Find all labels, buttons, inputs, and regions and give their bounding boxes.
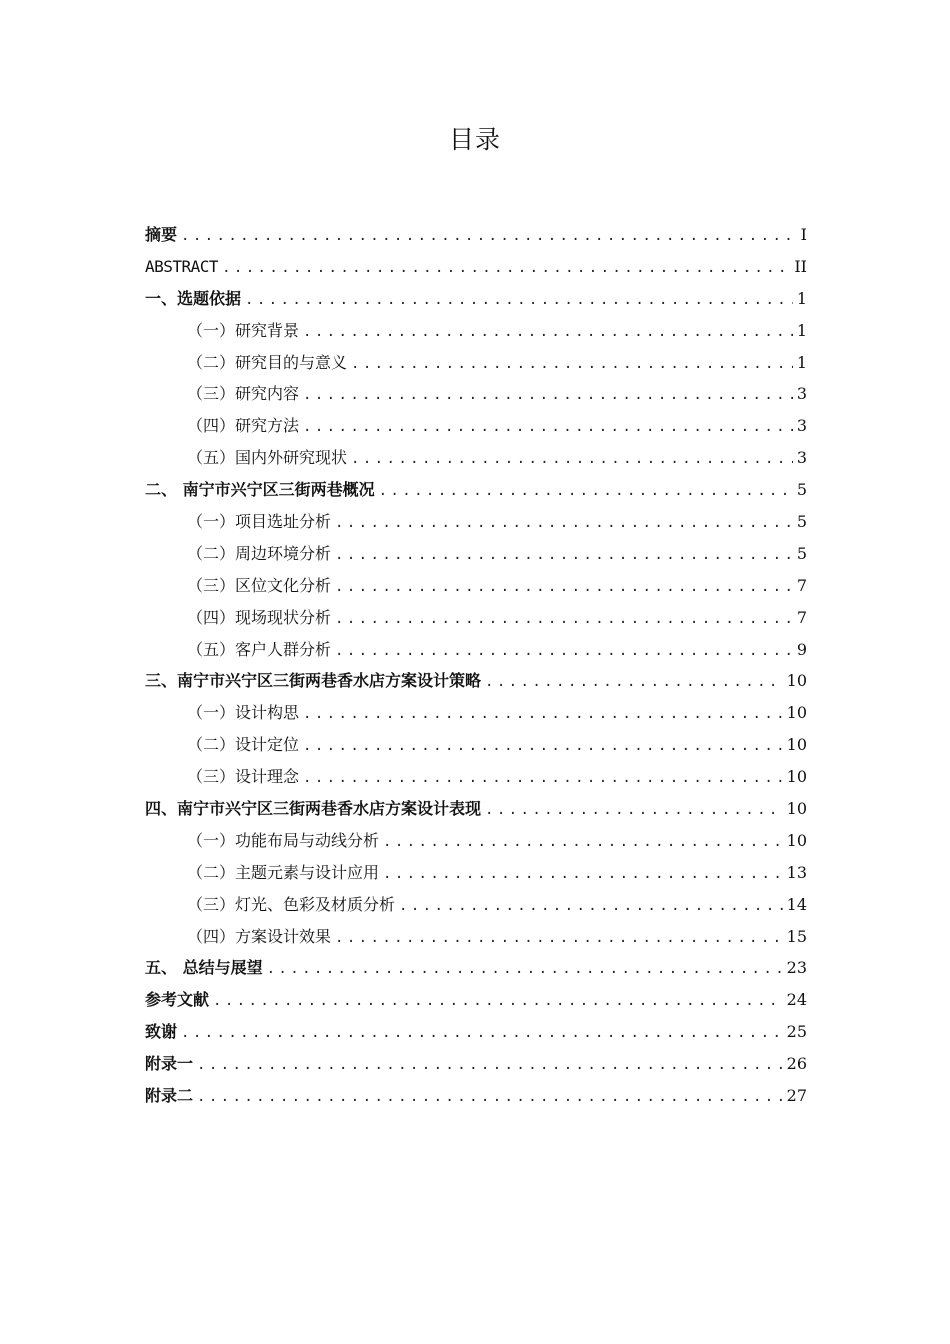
toc-entry-page-number: 10: [786, 830, 807, 850]
toc-entry-title: （三）灯光、色彩及材质分析: [187, 894, 396, 914]
dot-leader: [383, 859, 783, 889]
toc-entry[interactable]: [145, 1048, 807, 1080]
table-of-contents: [145, 219, 807, 1112]
toc-entry[interactable]: [145, 857, 807, 889]
toc-entry-page-number: II: [794, 256, 807, 276]
toc-entry-page-number: 3: [796, 448, 807, 468]
toc-entry[interactable]: [145, 921, 807, 953]
dot-leader: [303, 699, 783, 729]
toc-entry-page-number: 7: [796, 575, 807, 595]
toc-entry-title: （一）项目选址分析: [187, 512, 332, 532]
dot-leader: [303, 731, 783, 761]
toc-entry[interactable]: [145, 378, 807, 410]
toc-entry-title: （一）研究背景: [187, 320, 300, 340]
toc-entry-page-number: 9: [796, 639, 807, 659]
toc-entry-page-number: 3: [796, 416, 807, 436]
toc-entry-title: （四）研究方法: [187, 416, 300, 436]
dot-leader: [383, 827, 783, 857]
toc-entry-page-number: 27: [786, 1086, 807, 1106]
dot-leader: [351, 349, 793, 379]
toc-entry-title: （二）研究目的与意义: [187, 352, 348, 372]
toc-entry-title: （五）客户人群分析: [187, 639, 332, 659]
toc-entry[interactable]: [145, 634, 807, 666]
toc-entry-page-number: 25: [786, 1022, 807, 1042]
toc-entry[interactable]: [145, 219, 807, 251]
toc-entry[interactable]: [145, 952, 807, 984]
toc-entry-title: 致谢: [145, 1022, 178, 1042]
toc-entry-page-number: 1: [796, 288, 807, 308]
toc-entry-title: 附录二: [145, 1086, 194, 1106]
toc-entry-title: （二）主题元素与设计应用: [187, 862, 380, 882]
dot-leader: [197, 1082, 783, 1112]
toc-entry[interactable]: [145, 825, 807, 857]
toc-entry-title: ABSTRACT: [145, 256, 219, 276]
toc-entry-title: 三、南宁市兴宁区三街两巷香水店方案设计策略: [145, 671, 482, 691]
dot-leader: [335, 636, 793, 666]
toc-entry-title: （三）区位文化分析: [187, 575, 332, 595]
toc-entry[interactable]: [145, 665, 807, 697]
toc-entry[interactable]: [145, 251, 807, 283]
toc-entry-title: 附录一: [145, 1054, 194, 1074]
toc-entry[interactable]: [145, 1016, 807, 1048]
toc-entry-page-number: 5: [796, 480, 807, 500]
toc-entry[interactable]: [145, 1080, 807, 1112]
toc-entry-title: （四）方案设计效果: [187, 926, 332, 946]
toc-entry-title: （五）国内外研究现状: [187, 448, 348, 468]
toc-entry-page-number: 1: [796, 352, 807, 372]
toc-entry[interactable]: [145, 347, 807, 379]
toc-entry-page-number: 23: [786, 958, 807, 978]
toc-entry[interactable]: [145, 315, 807, 347]
toc-entry[interactable]: [145, 410, 807, 442]
dot-leader: [245, 285, 793, 315]
dot-leader: [303, 380, 793, 410]
toc-entry-title: （二）设计定位: [187, 735, 300, 755]
toc-entry[interactable]: [145, 506, 807, 538]
toc-entry[interactable]: [145, 442, 807, 474]
toc-entry[interactable]: [145, 283, 807, 315]
toc-entry[interactable]: [145, 697, 807, 729]
dot-leader: [213, 986, 783, 1016]
toc-entry-page-number: 10: [786, 671, 807, 691]
page-title: 目录: [448, 125, 501, 154]
dot-leader: [303, 763, 783, 793]
dot-leader: [399, 891, 783, 921]
toc-entry-page-number: 3: [796, 384, 807, 404]
dot-leader: [335, 572, 793, 602]
toc-entry-page-number: 13: [786, 862, 807, 882]
dot-leader: [335, 540, 793, 570]
toc-entry-page-number: 24: [786, 990, 807, 1010]
toc-entry-title: （四）现场现状分析: [187, 607, 332, 627]
dot-leader: [222, 253, 790, 283]
toc-entry-title: （三）研究内容: [187, 384, 300, 404]
dot-leader: [335, 923, 783, 953]
toc-entry[interactable]: [145, 602, 807, 634]
toc-entry-page-number: 26: [786, 1054, 807, 1074]
toc-entry-title: 五、 总结与展望: [145, 958, 263, 978]
toc-entry-title: （一）功能布局与动线分析: [187, 830, 380, 850]
dot-leader: [303, 412, 793, 442]
dot-leader: [485, 667, 783, 697]
toc-entry[interactable]: [145, 474, 807, 506]
dot-leader: [303, 317, 793, 347]
toc-entry[interactable]: [145, 793, 807, 825]
toc-entry-page-number: 10: [786, 767, 807, 787]
dot-leader: [267, 954, 783, 984]
toc-entry-page-number: 10: [786, 735, 807, 755]
toc-entry-page-number: 5: [796, 543, 807, 563]
toc-entry-title: 二、 南宁市兴宁区三街两巷概况: [145, 480, 375, 500]
toc-entry-title: 摘要: [145, 225, 178, 244]
toc-entry-title: 四、南宁市兴宁区三街两巷香水店方案设计表现: [145, 799, 482, 819]
dot-leader: [197, 1050, 783, 1080]
toc-entry[interactable]: [145, 889, 807, 921]
dot-leader: [335, 604, 793, 634]
dot-leader: [485, 795, 783, 825]
toc-entry-page-number: I: [800, 225, 807, 244]
dot-leader: [181, 1018, 783, 1048]
toc-entry[interactable]: [145, 729, 807, 761]
toc-entry-page-number: 5: [796, 512, 807, 532]
toc-entry-page-number: 15: [786, 926, 807, 946]
dot-leader: [335, 508, 793, 538]
toc-entry[interactable]: [145, 984, 807, 1016]
toc-entry[interactable]: [145, 538, 807, 570]
toc-entry-title: 参考文献: [145, 990, 210, 1010]
toc-entry-title: 一、选题依据: [145, 288, 242, 308]
toc-entry[interactable]: [145, 570, 807, 602]
toc-entry-page-number: 7: [796, 607, 807, 627]
toc-entry-page-number: 10: [786, 799, 807, 819]
toc-entry-title: （一）设计构思: [187, 703, 300, 723]
dot-leader: [351, 444, 793, 474]
toc-entry-page-number: 1: [796, 320, 807, 340]
dot-leader: [379, 476, 793, 506]
dot-leader: [181, 221, 797, 251]
toc-entry-title: （三）设计理念: [187, 767, 300, 787]
toc-entry-page-number: 14: [786, 894, 807, 914]
toc-entry[interactable]: [145, 761, 807, 793]
toc-entry-page-number: 10: [786, 703, 807, 723]
toc-entry-title: （二）周边环境分析: [187, 543, 332, 563]
